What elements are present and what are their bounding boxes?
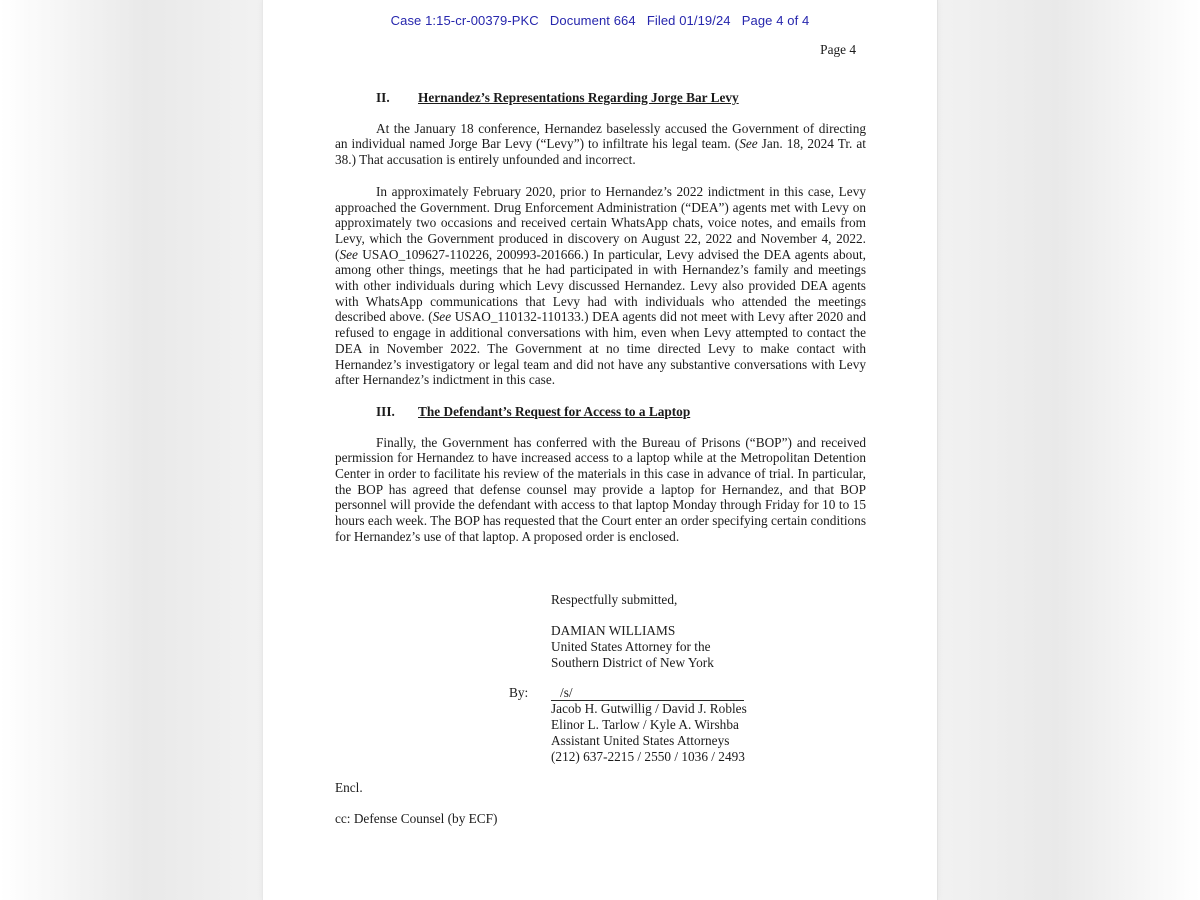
by-label: By:: [509, 685, 529, 701]
ecf-stamp-header: Case 1:15-cr-00379-PKC Document 664 Filed 01/19/24 Page 4 of 4: [390, 13, 810, 28]
signature-by-line: [509, 685, 937, 701]
section-heading: [376, 90, 866, 106]
signature-block: [509, 591, 937, 765]
attorney-title-line: United States Attorney for the: [551, 638, 711, 654]
signer-phone-line: (212) 637-2215 / 2550 / 1036 / 2493: [551, 748, 745, 764]
body-paragraph: Finally, the Government has conferred with the Bureau of Prisons (“BOP”) and received permission for Hernandez to have increased access to a laptop while at the Metropolitan Detention Center in order to facilitate his review of the materials in this case in advance of trial. In particular, the BOP has agreed that defense counsel may provide a laptop for Hernandez, and that BOP personnel will provide the defendant with access to that laptop Monday through Friday for 10 to 15 hours each week. The BOP has requested that the Court enter an order specifying certain conditions for Hernandez’s use of that laptop. A proposed order is enclosed.: [335, 434, 866, 544]
signature-closing: Respectfully submitted,: [551, 591, 678, 607]
signer-names-line: Elinor L. Tarlow / Kyle A. Wirshba: [551, 717, 739, 733]
document-footer: [335, 780, 937, 826]
section-number: II.: [376, 90, 390, 105]
signature-line: [551, 686, 744, 701]
attorney-name: DAMIAN WILLIAMS: [551, 623, 676, 639]
section-number: III.: [376, 403, 395, 419]
section-title: The Defendant’s Request for Access to a Laptop: [418, 403, 691, 419]
s-signature-mark: /s/: [560, 685, 573, 701]
cc-line: cc: Defense Counsel (by ECF): [335, 810, 498, 826]
attorney-title-line: Southern District of New York: [551, 654, 714, 670]
body-paragraph: In approximately February 2020, prior to Hernandez’s 2022 indictment in this case, Levy approached the Government. Drug Enforcement Administration (“DEA”) agents met with Levy on approximately two occasions and received certain WhatsApp chats, voice notes, and emails from Levy, which the Government produced in discovery on August 22, 2022 and November 4, 2022. (See USAO_109627-110226, 200993-201666.) In particular, Levy advised the DEA agents about, among other things, meetings that he had participated in with Hernandez’s family and meetings with other individuals during which Levy discussed Hernandez. Levy also provided DEA agents with WhatsApp communications that Levy had with individuals who attended the meetings described above. (See USAO_110132-110133.) DEA agents did not meet with Levy after 2020 and refused to engage in additional conversations with him, even when Levy attempted to contact the DEA in November 2022. The Government at no time directed Levy to make contact with Hernandez’s investigatory or legal team and did not have any substantive conversations with Levy after Hernandez’s indictment in this case.: [335, 183, 866, 388]
enclosure-note: Encl.: [335, 780, 363, 796]
section-title: Hernandez’s Representations Regarding Jorge Bar Levy: [418, 90, 739, 105]
document-page: [262, 0, 938, 900]
signer-title-line: Assistant United States Attorneys: [551, 732, 730, 748]
signer-names-line: Jacob H. Gutwillig / David J. Robles: [551, 701, 747, 717]
body-paragraph: At the January 18 conference, Hernandez baselessly accused the Government of directing an individual named Jorge Bar Levy (“Levy”) to infiltrate his legal team. (See Jan. 18, 2024 Tr. at 38.) That accusation is entirely unfounded and incorrect.: [335, 120, 866, 168]
section-heading: [376, 404, 866, 420]
document-sections: [335, 90, 866, 545]
page-number-label: Page 4: [820, 42, 856, 57]
